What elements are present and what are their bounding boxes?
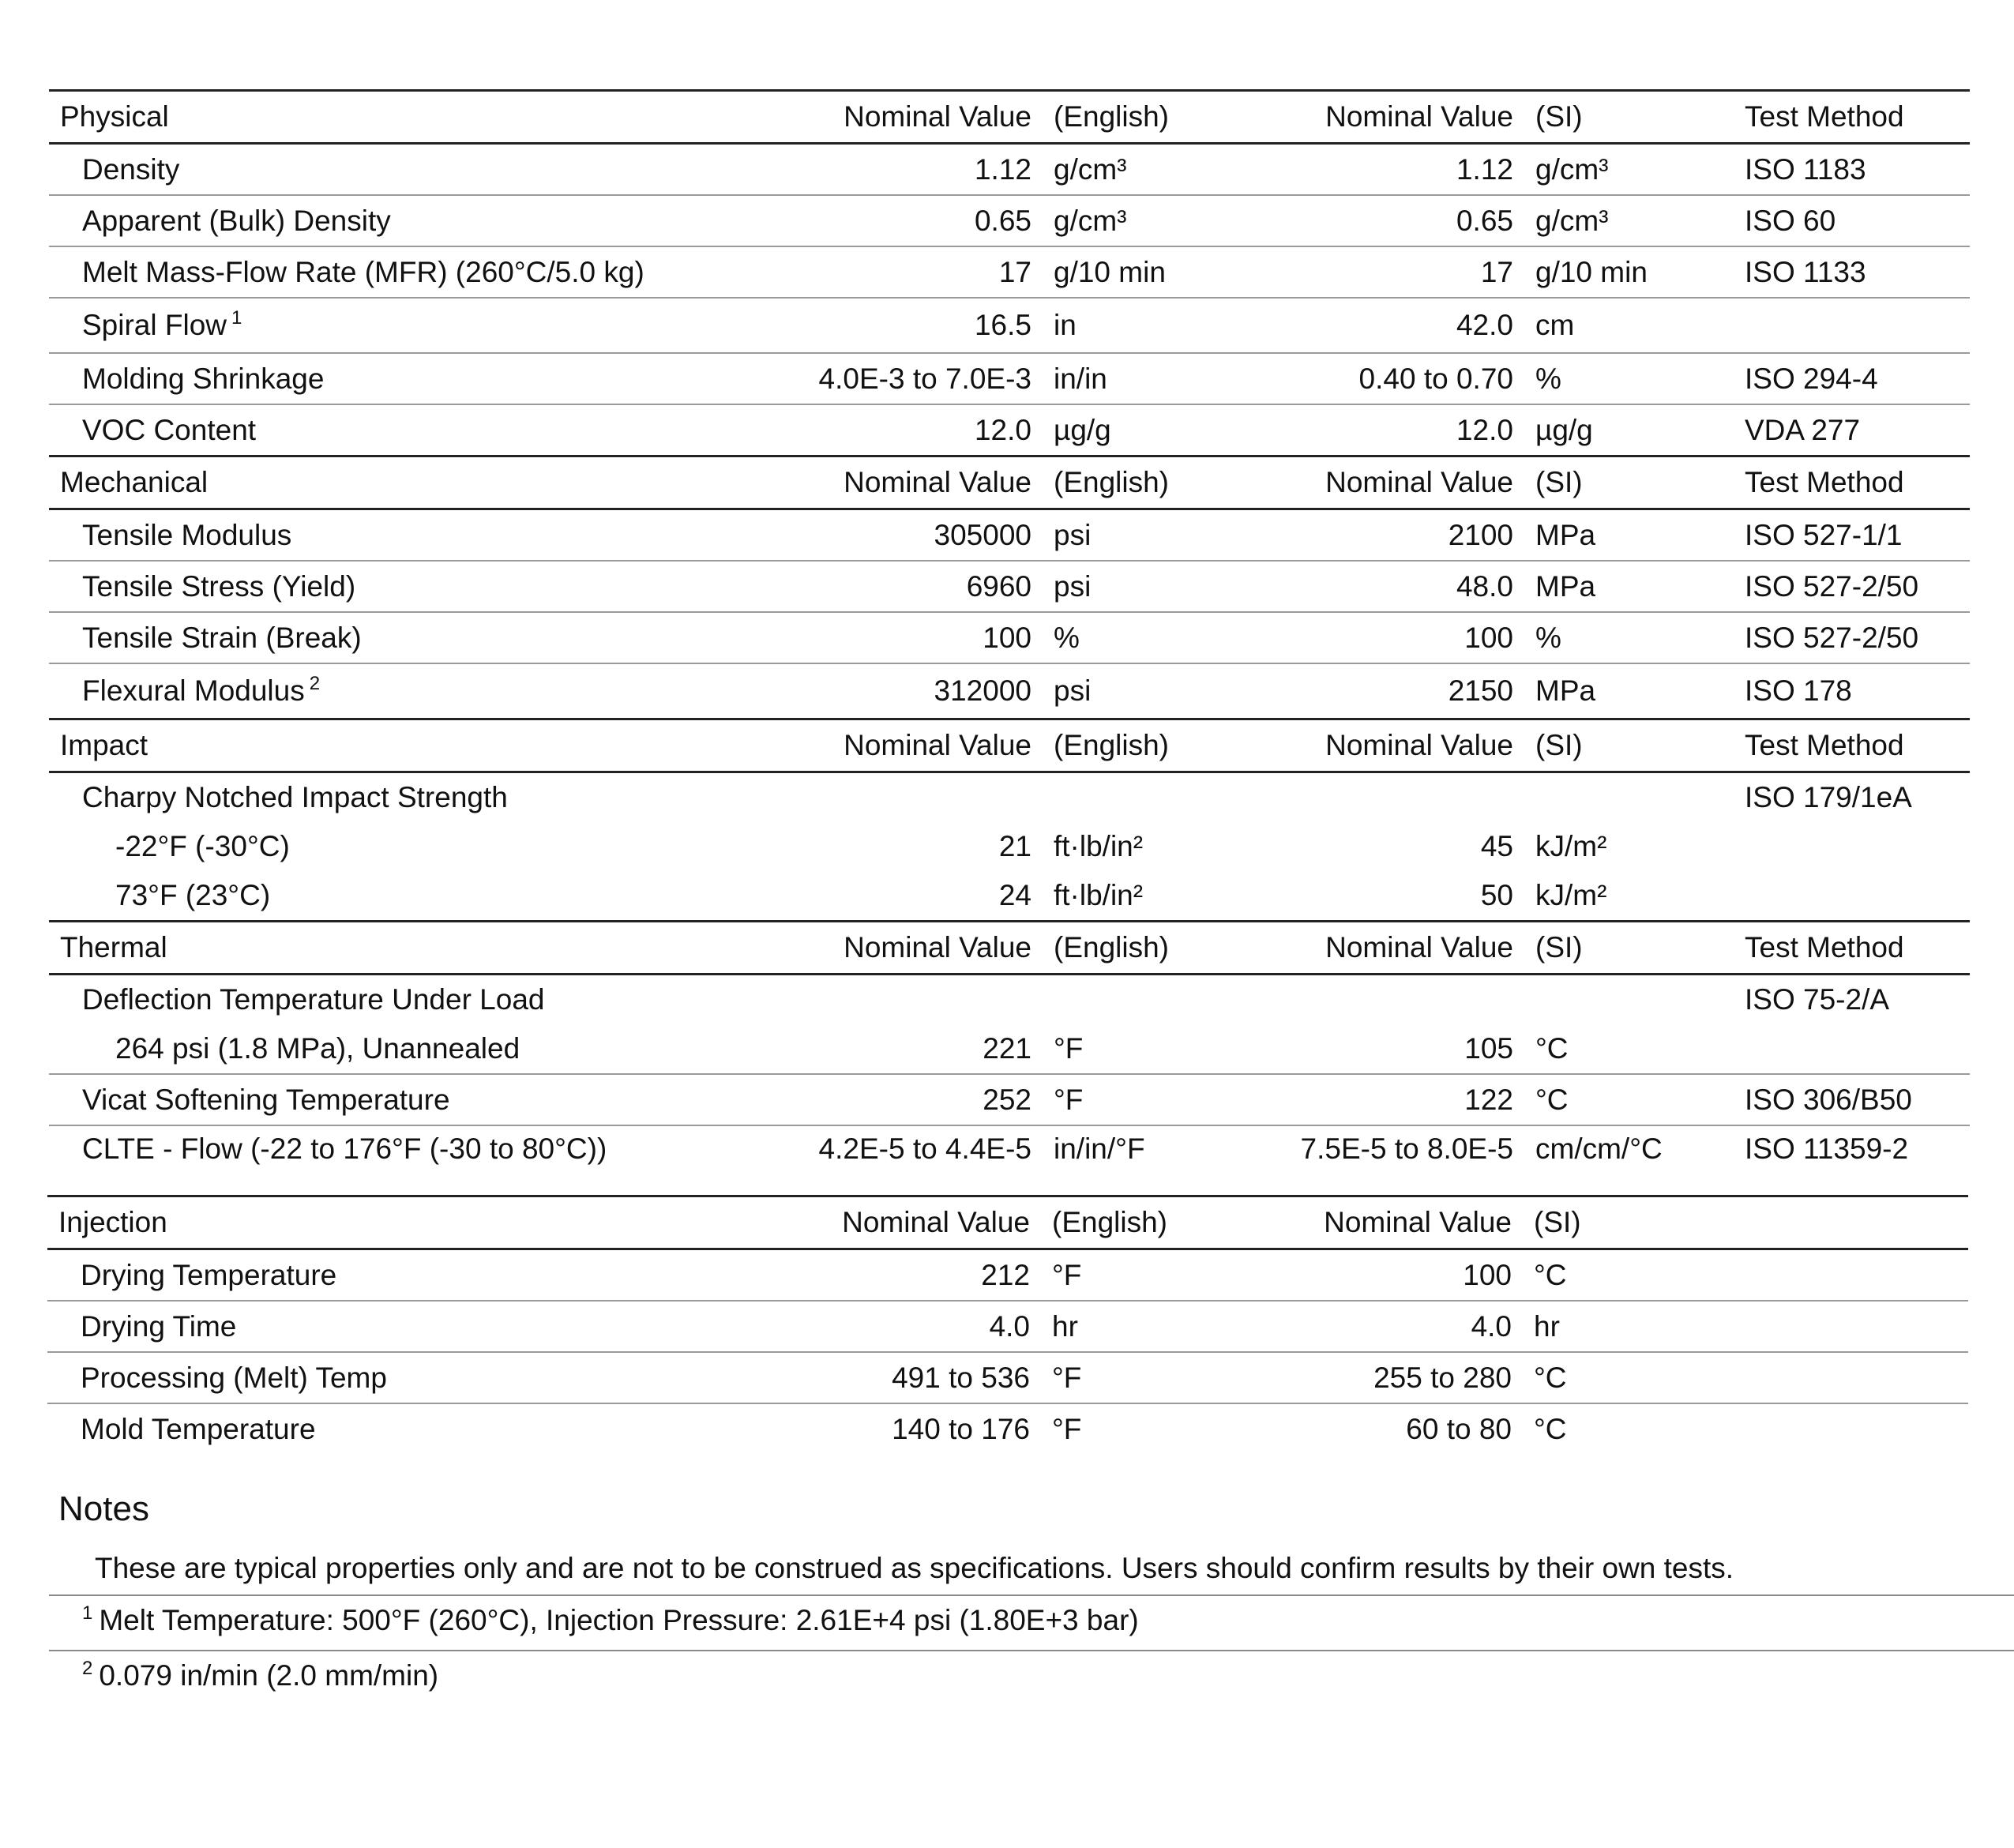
english-value: 0.65 (766, 195, 1041, 246)
col-header-nominal-english: Nominal Value (766, 719, 1041, 772)
col-header-si: (SI) (1523, 456, 1735, 509)
si-value: 48.0 (1249, 561, 1523, 612)
english-unit: °F (1041, 1074, 1249, 1125)
footnote-mark: 1 (82, 1602, 93, 1624)
table-row (49, 246, 1970, 298)
si-unit: MPa (1523, 509, 1735, 562)
section-title: Injection (47, 1196, 765, 1249)
col-header-english: (English) (1039, 1196, 1248, 1249)
footnote-text-wrap (82, 1659, 438, 1692)
footnote-2 (49, 1650, 2014, 1707)
table-row (49, 353, 1970, 404)
test-method: ISO 527-2/50 (1735, 561, 1970, 612)
si-value: 60 to 80 (1406, 1412, 1512, 1445)
si-unit: °C (1523, 1024, 1735, 1074)
table-row (47, 1301, 1968, 1352)
english-value: 252 (766, 1074, 1041, 1125)
english-value (766, 975, 1041, 1025)
col-header-english: (English) (1041, 922, 1249, 975)
si-unit: MPa (1535, 674, 1596, 707)
col-header-test-method: Test Method (1735, 719, 1970, 772)
test-method: ISO 60 (1735, 195, 1970, 246)
table-row (49, 612, 1970, 663)
test-method: ISO 1133 (1735, 246, 1970, 298)
col-header-nominal-si: Nominal Value (1249, 456, 1523, 509)
english-unit: in (1041, 298, 1249, 353)
test-method (1734, 1403, 1968, 1454)
si-value: 42.0 (1249, 298, 1523, 353)
english-unit: g/cm³ (1041, 144, 1249, 196)
table-row-clipped (49, 1125, 1970, 1174)
test-method: VDA 277 (1745, 413, 1861, 446)
si-unit: g/10 min (1523, 246, 1735, 298)
col-header-si: (SI) (1523, 922, 1735, 975)
table-row (49, 195, 1970, 246)
english-value: 312000 (934, 674, 1031, 707)
injection-table (47, 1195, 1968, 1454)
test-method: ISO 294-4 (1735, 353, 1970, 404)
english-value: 24 (998, 879, 1031, 911)
property-name: Molding Shrinkage (49, 353, 766, 404)
col-header-nominal-english: Nominal Value (765, 1196, 1039, 1249)
col-header-english: (English) (1041, 719, 1249, 772)
english-value: 21 (998, 830, 1031, 862)
english-value: 100 (766, 612, 1041, 663)
test-method: ISO 306/B50 (1735, 1074, 1970, 1125)
english-value: 4.0 (765, 1301, 1039, 1352)
property-name: Density (49, 144, 766, 196)
property-name: Processing (Melt) Temp (47, 1352, 765, 1403)
test-method (1735, 822, 1970, 871)
english-value: 4.2E-5 to 4.4E-5 (818, 1132, 1031, 1165)
english-value: 6960 (766, 561, 1041, 612)
si-value: 1.12 (1249, 144, 1523, 196)
test-method: ISO 527-1/1 (1735, 509, 1970, 562)
si-value: 2150 (1448, 674, 1513, 707)
section-header-physical (49, 91, 1970, 144)
english-unit: hr (1039, 1301, 1248, 1352)
section-header-mechanical (49, 456, 1970, 509)
section-title: Thermal (49, 922, 766, 975)
table-row (49, 663, 1970, 719)
section-title: Physical (49, 91, 766, 144)
col-header-si: (SI) (1523, 91, 1735, 144)
footnote-ref: 1 (231, 307, 242, 329)
english-value: 212 (765, 1249, 1039, 1301)
col-header-nominal-english: Nominal Value (766, 456, 1041, 509)
table-row (49, 509, 1970, 562)
property-name: Flexural Modulus (82, 674, 305, 707)
col-header-test-method: Test Method (1735, 922, 1970, 975)
col-header-si: (SI) (1521, 1196, 1734, 1249)
col-header-english: (English) (1041, 91, 1249, 144)
si-unit: cm/cm/°C (1535, 1132, 1663, 1165)
si-unit: hr (1521, 1301, 1734, 1352)
col-header-test-method: Test Method (1735, 91, 1970, 144)
si-unit: °C (1534, 1412, 1567, 1445)
col-header-nominal-si: Nominal Value (1248, 1196, 1521, 1249)
test-method (1734, 1352, 1968, 1403)
english-unit (1041, 975, 1249, 1025)
table-row (49, 975, 1970, 1025)
english-value: 12.0 (974, 413, 1031, 446)
table-row (49, 772, 1970, 823)
english-unit: ft·lb/in² (1054, 879, 1144, 911)
property-condition: 73°F (23°C) (115, 879, 271, 911)
english-value (766, 772, 1041, 823)
english-unit: °F (1039, 1249, 1248, 1301)
property-name: VOC Content (82, 413, 257, 446)
si-unit: °C (1521, 1249, 1734, 1301)
si-value: 12.0 (1456, 413, 1513, 446)
property-name: Tensile Modulus (49, 509, 766, 562)
si-unit: MPa (1523, 561, 1735, 612)
si-unit: g/cm³ (1523, 195, 1735, 246)
si-unit: kJ/m² (1535, 879, 1607, 911)
footnote-text: 0.079 in/min (2.0 mm/min) (99, 1659, 439, 1692)
table-row (49, 404, 1970, 456)
property-name-cell (49, 663, 766, 719)
notes-text: These are typical properties only and are not to be construed as specifications. Users should confirm results by their own tests. (95, 1552, 1734, 1584)
si-value: 0.65 (1249, 195, 1523, 246)
test-method (1735, 1024, 1970, 1074)
table-row (47, 1249, 1968, 1301)
table-row (49, 144, 1970, 196)
test-method (1734, 1249, 1968, 1301)
col-header-nominal-si: Nominal Value (1249, 719, 1523, 772)
si-value: 100 (1248, 1249, 1521, 1301)
si-unit: cm (1523, 298, 1735, 353)
property-name-cell (49, 298, 766, 353)
si-unit: g/cm³ (1523, 144, 1735, 196)
property-name: Tensile Strain (Break) (49, 612, 766, 663)
table-row (49, 1074, 1970, 1125)
si-value: 50 (1480, 879, 1513, 911)
english-unit: g/cm³ (1041, 195, 1249, 246)
col-header-si: (SI) (1523, 719, 1735, 772)
english-value: 140 to 176 (892, 1412, 1030, 1445)
section-header-impact (49, 719, 1970, 772)
english-unit: % (1041, 612, 1249, 663)
footnote-text: Melt Temperature: 500°F (260°C), Injection Pressure: 2.61E+4 psi (1.80E+3 bar) (99, 1604, 1139, 1636)
english-unit (1041, 772, 1249, 823)
english-value: 17 (766, 246, 1041, 298)
si-value: 7.5E-5 to 8.0E-5 (1300, 1132, 1513, 1165)
notes-title: Notes (58, 1489, 149, 1528)
footnote-ref: 2 (309, 673, 321, 694)
english-unit: psi (1041, 509, 1249, 562)
col-header-nominal-english: Nominal Value (766, 922, 1041, 975)
table-row (49, 298, 1970, 353)
property-name: CLTE - Flow (-22 to 176°F (-30 to 80°C)) (82, 1132, 607, 1165)
si-unit: °C (1521, 1352, 1734, 1403)
test-method: ISO 527-2/50 (1735, 612, 1970, 663)
english-unit: °F (1041, 1024, 1249, 1074)
si-value (1249, 975, 1523, 1025)
property-name: Drying Temperature (47, 1249, 765, 1301)
test-method (1735, 871, 1970, 922)
test-method: ISO 178 (1745, 674, 1852, 707)
si-value: 0.40 to 0.70 (1249, 353, 1523, 404)
section-header-injection (47, 1196, 1968, 1249)
property-name: Melt Mass-Flow Rate (MFR) (260°C/5.0 kg) (49, 246, 766, 298)
footnote-text-wrap (82, 1604, 1139, 1637)
english-unit: µg/g (1054, 413, 1111, 446)
si-value (1249, 772, 1523, 823)
test-method: ISO 179/1eA (1745, 781, 1912, 813)
si-unit: % (1523, 353, 1735, 404)
property-name: Drying Time (47, 1301, 765, 1352)
test-method (1735, 298, 1970, 353)
test-method (1734, 1301, 1968, 1352)
english-unit: °F (1052, 1412, 1082, 1445)
si-value: 105 (1249, 1024, 1523, 1074)
si-unit: kJ/m² (1535, 830, 1607, 862)
col-header-nominal-si: Nominal Value (1249, 91, 1523, 144)
english-value: 491 to 536 (765, 1352, 1039, 1403)
english-unit: °F (1039, 1352, 1248, 1403)
english-unit: in/in/°F (1054, 1132, 1145, 1165)
footnote-mark: 2 (82, 1658, 93, 1679)
si-unit: µg/g (1535, 413, 1593, 446)
si-value: 255 to 280 (1248, 1352, 1521, 1403)
si-unit (1523, 975, 1735, 1025)
property-name: Apparent (Bulk) Density (49, 195, 766, 246)
si-value: 100 (1249, 612, 1523, 663)
table-row (47, 1352, 1968, 1403)
table-row (49, 871, 1970, 922)
table-row (49, 1024, 1970, 1074)
table-row (49, 822, 1970, 871)
si-unit: % (1523, 612, 1735, 663)
section-title: Mechanical (49, 456, 766, 509)
section-header-thermal (49, 922, 1970, 975)
english-unit: in/in (1041, 353, 1249, 404)
english-unit: psi (1054, 674, 1092, 707)
section-title: Impact (49, 719, 766, 772)
table-row (47, 1403, 1968, 1454)
si-value: 2100 (1249, 509, 1523, 562)
si-unit (1523, 772, 1735, 823)
col-header-nominal-si: Nominal Value (1249, 922, 1523, 975)
english-value: 305000 (766, 509, 1041, 562)
test-method: ISO 11359-2 (1745, 1132, 1909, 1165)
si-value: 4.0 (1248, 1301, 1521, 1352)
property-name: Spiral Flow (82, 309, 227, 341)
english-value: 1.12 (766, 144, 1041, 196)
english-value: 16.5 (766, 298, 1041, 353)
table-row (49, 561, 1970, 612)
property-name: Mold Temperature (81, 1412, 316, 1445)
english-value: 4.0E-3 to 7.0E-3 (766, 353, 1041, 404)
footnote-1 (49, 1594, 2014, 1651)
col-header-english: (English) (1041, 456, 1249, 509)
english-unit: ft·lb/in² (1054, 830, 1144, 862)
col-header-test-method: Test Method (1735, 456, 1970, 509)
property-name: Charpy Notched Impact Strength (82, 781, 508, 813)
english-unit: psi (1041, 561, 1249, 612)
si-value: 17 (1249, 246, 1523, 298)
property-condition: -22°F (-30°C) (115, 830, 290, 862)
property-name: Vicat Softening Temperature (49, 1074, 766, 1125)
english-unit: g/10 min (1041, 246, 1249, 298)
test-method: ISO 1183 (1735, 144, 1970, 196)
property-condition: 264 psi (1.8 MPa), Unannealed (49, 1024, 766, 1074)
properties-table (49, 89, 1970, 1174)
si-unit: °C (1523, 1074, 1735, 1125)
si-value: 122 (1249, 1074, 1523, 1125)
property-name: Tensile Stress (Yield) (49, 561, 766, 612)
si-value: 45 (1480, 830, 1513, 862)
english-value: 221 (766, 1024, 1041, 1074)
col-header-nominal-english: Nominal Value (766, 91, 1041, 144)
test-method: ISO 75-2/A (1745, 983, 1890, 1016)
property-name: Deflection Temperature Under Load (82, 983, 545, 1016)
